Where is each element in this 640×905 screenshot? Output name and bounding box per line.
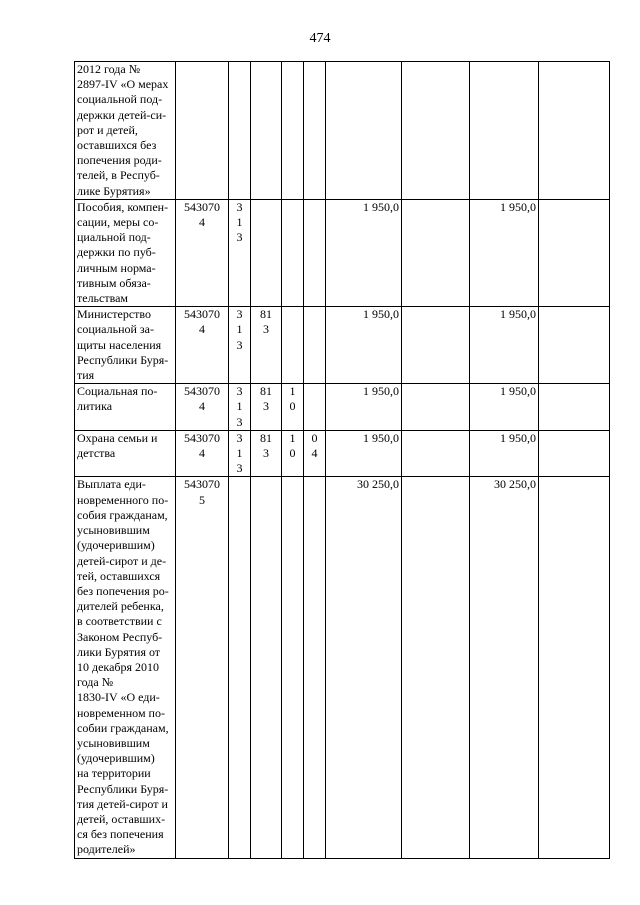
row-name: Министерство социальной за- щиты населения Республики Буря- тия bbox=[75, 307, 176, 384]
row-code-part-1: 3 1 3 bbox=[229, 430, 251, 477]
row-code-part-2: 81 3 bbox=[251, 430, 282, 477]
row-code-part-2: 81 3 bbox=[251, 384, 282, 431]
row-empty-2 bbox=[539, 430, 610, 477]
table-row bbox=[75, 384, 610, 431]
row-amount-1: 1 950,0 bbox=[326, 199, 402, 306]
budget-table bbox=[74, 61, 610, 859]
row-empty-2 bbox=[539, 199, 610, 306]
row-code-part-1: 3 1 3 bbox=[229, 384, 251, 431]
row-amount-1: 1 950,0 bbox=[326, 307, 402, 384]
row-empty-2 bbox=[539, 62, 610, 200]
row-code: 543070 4 bbox=[176, 199, 229, 306]
row-name: Выплата еди- новременного по- собия гражданам, усыновившим (удочерившим) детей-сирот и де- тей, оставшихся без попечения ро- дителей ребенка, в соответствии с Законом Респуб- лики Бурятия от 10 декабря 2010 года № 1830-IV «О еди- новременном по- собии гражданам, усыновившим (удочерившим) на территории Республики Буря- тия детей-сирот и детей, оставших- ся без попечения родителей» bbox=[75, 477, 176, 858]
row-amount-1: 1 950,0 bbox=[326, 384, 402, 431]
row-empty-1 bbox=[402, 307, 470, 384]
row-amount-2: 1 950,0 bbox=[470, 307, 539, 384]
row-amount-2 bbox=[470, 62, 539, 200]
row-empty-1 bbox=[402, 384, 470, 431]
row-code-part-1 bbox=[229, 62, 251, 200]
row-amount-2: 30 250,0 bbox=[470, 477, 539, 858]
row-code-part-1: 3 1 3 bbox=[229, 307, 251, 384]
row-code-part-1 bbox=[229, 477, 251, 858]
row-code-part-4 bbox=[304, 307, 326, 384]
table-row bbox=[75, 307, 610, 384]
row-code-part-3 bbox=[282, 477, 304, 858]
row-amount-2: 1 950,0 bbox=[470, 384, 539, 431]
row-code-part-4 bbox=[304, 62, 326, 200]
row-amount-1 bbox=[326, 62, 402, 200]
row-amount-2: 1 950,0 bbox=[470, 199, 539, 306]
row-code-part-4 bbox=[304, 384, 326, 431]
row-code-part-4 bbox=[304, 199, 326, 306]
row-empty-2 bbox=[539, 477, 610, 858]
row-empty-1 bbox=[402, 199, 470, 306]
row-code-part-2 bbox=[251, 199, 282, 306]
row-code-part-3 bbox=[282, 199, 304, 306]
row-amount-2: 1 950,0 bbox=[470, 430, 539, 477]
row-empty-2 bbox=[539, 307, 610, 384]
table-row bbox=[75, 62, 610, 200]
row-code: 543070 4 bbox=[176, 430, 229, 477]
row-name: 2012 года № 2897-IV «О мерах социальной под- держки детей-си- рот и детей, оставшихся без попечения роди- телей, в Респуб- лике Бурятия» bbox=[75, 62, 176, 200]
row-code-part-4 bbox=[304, 477, 326, 858]
table-row bbox=[75, 199, 610, 306]
row-code-part-2 bbox=[251, 477, 282, 858]
row-empty-1 bbox=[402, 430, 470, 477]
table-row bbox=[75, 430, 610, 477]
row-code bbox=[176, 62, 229, 200]
table-row bbox=[75, 477, 610, 858]
row-code-part-2 bbox=[251, 62, 282, 200]
row-name: Пособия, компен- сации, меры со- циальной под- держки по пуб- личным норма- тивным обяза- тельствам bbox=[75, 199, 176, 306]
row-name: Социальная по- литика bbox=[75, 384, 176, 431]
row-code-part-4: 0 4 bbox=[304, 430, 326, 477]
row-empty-2 bbox=[539, 384, 610, 431]
row-code-part-2: 81 3 bbox=[251, 307, 282, 384]
row-code-part-3 bbox=[282, 307, 304, 384]
row-name: Охрана семьи и детства bbox=[75, 430, 176, 477]
row-code-part-3: 1 0 bbox=[282, 384, 304, 431]
row-amount-1: 30 250,0 bbox=[326, 477, 402, 858]
row-code-part-1: 3 1 3 bbox=[229, 199, 251, 306]
row-code: 543070 4 bbox=[176, 384, 229, 431]
row-empty-1 bbox=[402, 62, 470, 200]
row-amount-1: 1 950,0 bbox=[326, 430, 402, 477]
row-code: 543070 4 bbox=[176, 307, 229, 384]
row-code-part-3 bbox=[282, 62, 304, 200]
row-code: 543070 5 bbox=[176, 477, 229, 858]
row-code-part-3: 1 0 bbox=[282, 430, 304, 477]
page-number: 474 bbox=[309, 31, 331, 46]
row-empty-1 bbox=[402, 477, 470, 858]
